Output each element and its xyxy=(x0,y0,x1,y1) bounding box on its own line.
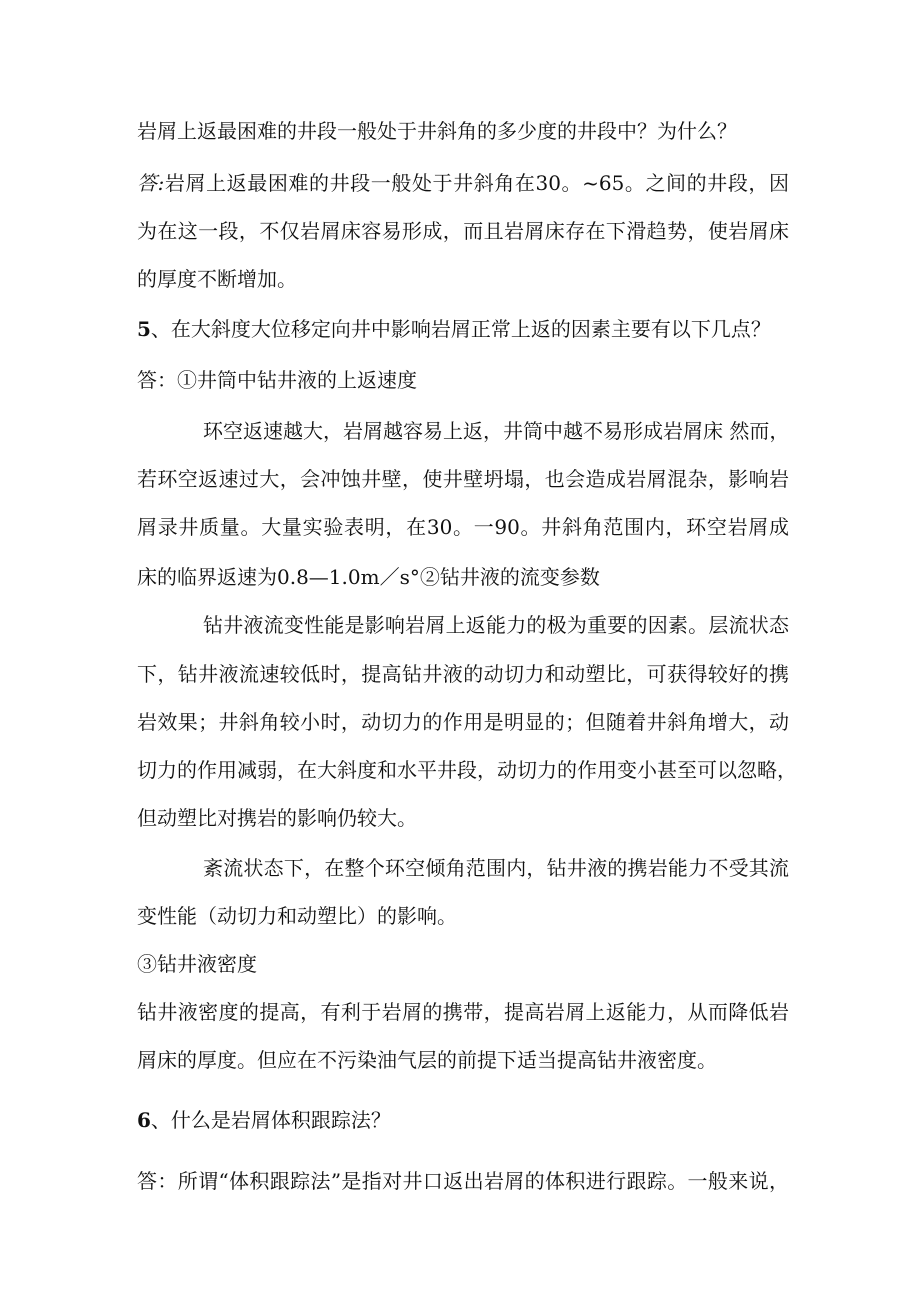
answer-4-line-1 xyxy=(137,170,789,196)
question-number: 6 xyxy=(137,1108,151,1132)
paragraph-line xyxy=(203,418,789,444)
paragraph-line xyxy=(137,757,797,783)
paragraph-line xyxy=(137,709,789,735)
line-text: 下，钻井液流速较低时，提高钻井液的动切力和动塑比，可获得较好的携 xyxy=(137,662,789,686)
question-number: 5 xyxy=(137,317,151,341)
paragraph-line xyxy=(137,564,600,590)
paragraph-line xyxy=(137,805,417,831)
paragraph-line xyxy=(203,612,789,638)
paragraph-line xyxy=(137,1047,717,1073)
paragraph-line xyxy=(203,855,789,881)
line-text: 钻井液密度的提高，有利于岩屑的携带，提高岩屑上返能力，从而降低岩 xyxy=(137,1000,789,1024)
line-text: 、什么是岩屑体积跟踪法？ xyxy=(150,1108,391,1132)
answer-4-line-3 xyxy=(137,266,297,292)
line-text: 答：①井筒中钻井液的上返速度 xyxy=(137,368,417,392)
answer-4-line-2 xyxy=(137,218,789,244)
line-text: 环空返速越大，岩屑越容易上返，井筒中越不易形成岩屑床 然而， xyxy=(203,419,790,443)
line-text: 、在大斜度大位移定向井中影响岩屑正常上返的因素主要有以下几点？ xyxy=(150,317,771,341)
question-4-text xyxy=(137,118,737,144)
paragraph-line xyxy=(137,514,789,540)
line-text: 紊流状态下，在整个环空倾角范围内，钻井液的携岩能力不受其流 xyxy=(203,856,789,880)
line-text: 岩效果；井斜角较小时，动切力的作用是明显的；但随着井斜角增大，动 xyxy=(137,710,789,734)
question-6-heading xyxy=(137,1107,391,1133)
line-text: 变性能（动切力和动塑比）的影响。 xyxy=(137,904,457,928)
line-text: 答：所谓“体积跟踪法”是指对井口返出岩屑的体积进行跟踪。一般来说， xyxy=(137,1169,789,1193)
paragraph-line xyxy=(137,661,789,687)
question-5-heading xyxy=(137,316,771,342)
line-text: ③钻井液密度 xyxy=(137,952,257,976)
line-text: 若环空返速过大，会冲蚀井壁，使井壁坍塌，也会造成岩屑混杂，影响岩 xyxy=(137,467,789,491)
line-text: 钻井液流变性能是影响岩屑上返能力的极为重要的因素。层流状态 xyxy=(203,613,789,637)
line-text: 岩屑上返最困难的井段一般处于井斜角在30。~65。之间的井段，因 xyxy=(164,171,789,195)
line-text: 但动塑比对携岩的影响仍较大。 xyxy=(137,806,417,830)
line-text: 岩屑上返最困难的井段一般处于井斜角的多少度的井段中？为什么？ xyxy=(137,119,737,143)
answer-5-item-3-title xyxy=(137,951,257,977)
line-text: 切力的作用减弱，在大斜度和水平井段，动切力的作用变小甚至可以忽略， xyxy=(137,758,797,782)
answer-5-item-1-title xyxy=(137,367,417,393)
line-text: 的厚度不断增加。 xyxy=(137,267,297,291)
line-text: 床的临界返速为0.8—1.0m／s°②钻井液的流变参数 xyxy=(137,565,600,589)
paragraph-line xyxy=(137,903,457,929)
line-text: 屑录井质量。大量实验表明，在30。一90。井斜角范围内，环空岩屑成 xyxy=(137,515,789,539)
paragraph-line xyxy=(137,999,789,1025)
answer-6-line-1 xyxy=(137,1168,789,1194)
line-text: 屑床的厚度。但应在不污染油气层的前提下适当提高钻井液密度。 xyxy=(137,1048,717,1072)
line-text: 为在这一段，不仅岩屑床容易形成，而且岩屑床存在下滑趋势，使岩屑床 xyxy=(137,219,789,243)
paragraph-line xyxy=(137,466,789,492)
answer-prefix: 答: xyxy=(137,171,165,195)
